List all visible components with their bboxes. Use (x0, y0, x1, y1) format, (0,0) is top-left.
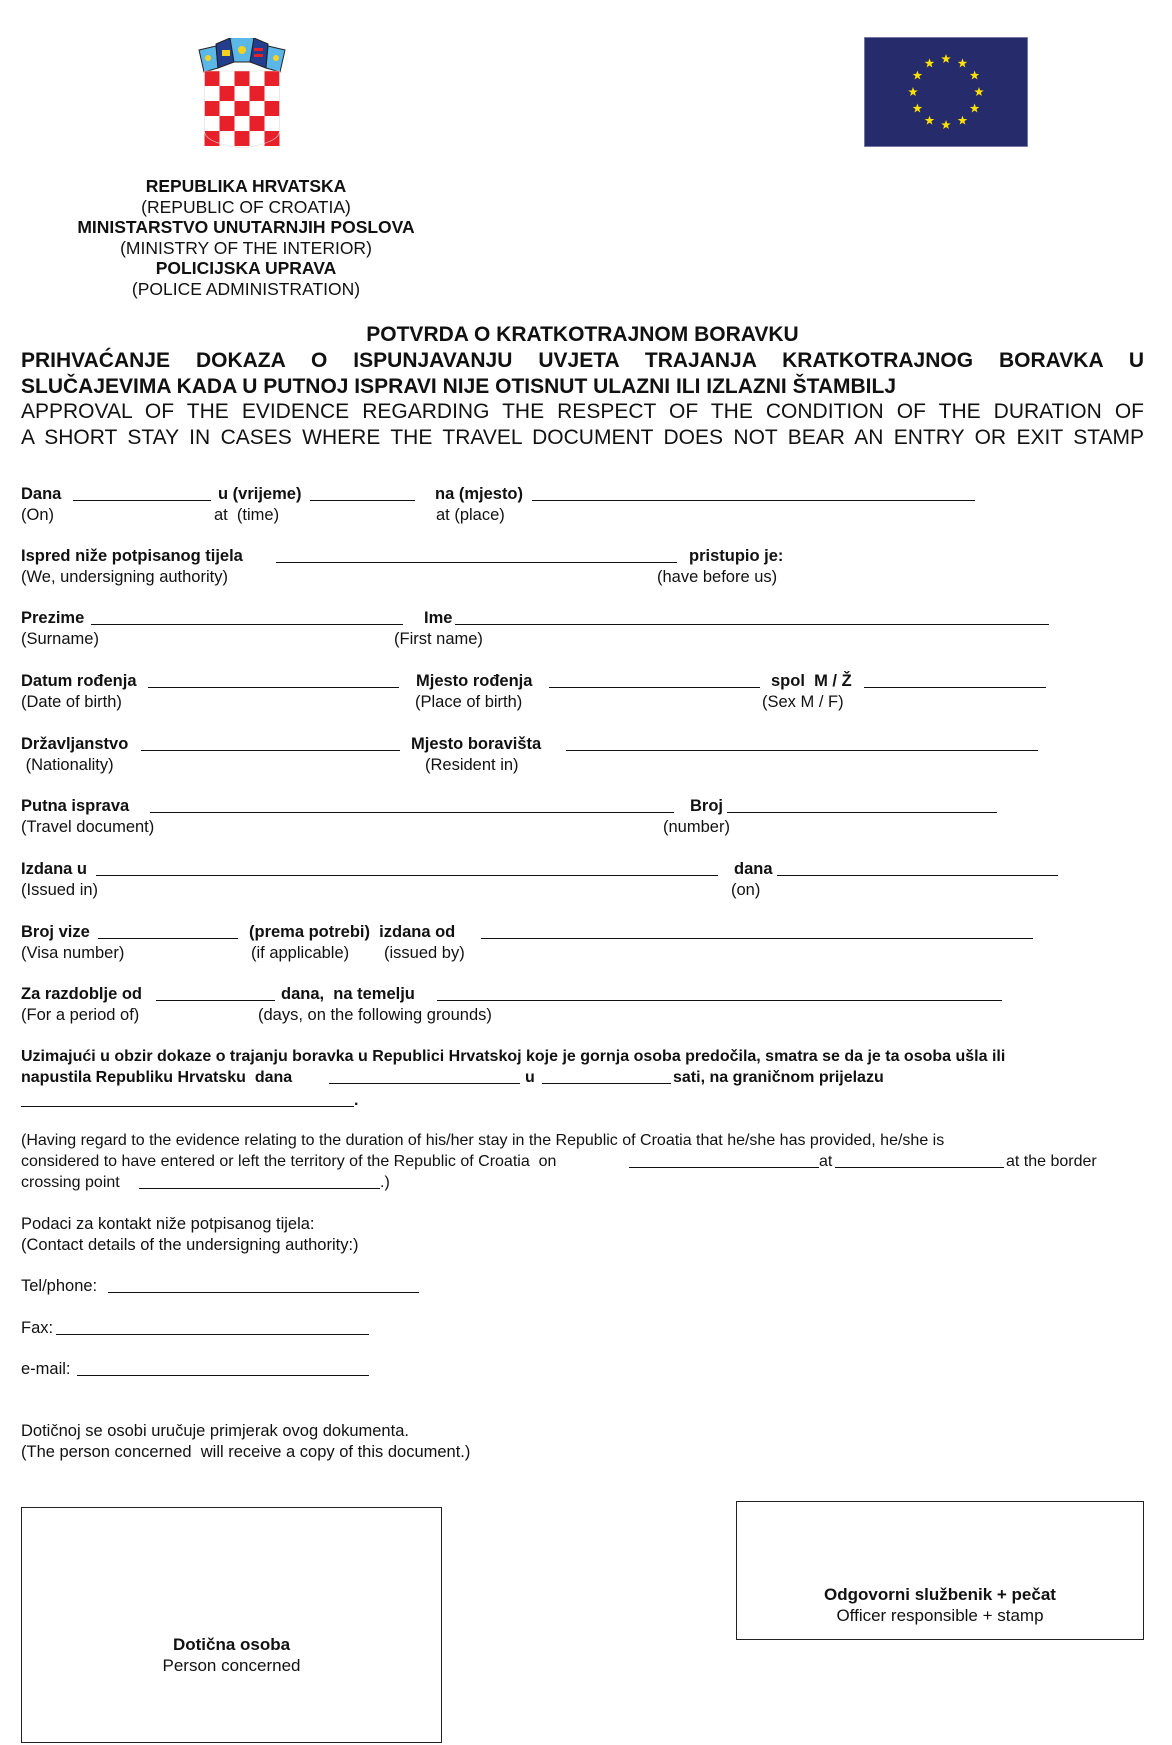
checker-square (205, 101, 220, 116)
issued-in-label: Izdana u (21, 860, 88, 878)
surname-field[interactable] (91, 624, 403, 625)
border-crossing-en-field[interactable] (139, 1188, 380, 1189)
nationality-sublabel: (Nationality) (21, 756, 114, 774)
officer-label-hr: Odgovorni službenik + pečat (824, 1585, 1056, 1604)
first-name-sublabel: (First name) (394, 630, 483, 648)
place-sublabel: at (place) (436, 506, 505, 524)
authority-sublabel: (We, undersigning authority) (21, 568, 228, 586)
nationality-field[interactable] (141, 750, 400, 751)
issued-in-sublabel: (Issued in) (21, 881, 99, 899)
nationality-label: Državljanstvo (21, 735, 129, 753)
birth-place-sublabel: (Place of birth) (415, 693, 523, 711)
checker-square (265, 86, 280, 101)
grounds-label: dana, na temelju (281, 985, 415, 1003)
statement-en-line3a: crossing point (21, 1174, 125, 1191)
fax-label: Fax: (21, 1319, 54, 1337)
checker-square (220, 101, 235, 116)
birth-date-label: Datum rođenja (21, 672, 137, 690)
checker-square (235, 86, 250, 101)
residence-field[interactable] (566, 750, 1038, 751)
officer-label-en: Officer responsible + stamp (836, 1606, 1044, 1625)
first-name-label: Ime (424, 609, 453, 627)
checker-square (265, 131, 280, 146)
header-line: (POLICE ADMINISTRATION) (131, 278, 361, 299)
visa-number-label: Broj vize (21, 923, 90, 941)
header-line: MINISTARSTVO UNUTARNJIH POSLOVA (77, 217, 415, 238)
visa-number-field[interactable] (98, 938, 238, 939)
checker-square (220, 116, 235, 131)
period-label: Za razdoblje od (21, 985, 143, 1003)
checker-square (220, 71, 235, 86)
statement-hr-line1: Uzimajući u obzir dokaze o trajanju boravka u Republici Hrvatskoj koje je gornja osoba predočila, smatra se da je ta osoba ušla ili (21, 1048, 1006, 1065)
checker-square (205, 71, 220, 86)
sex-label: spol M / Ž (771, 672, 852, 690)
contact-heading-en: (Contact details of the undersigning authority:) (21, 1236, 359, 1254)
appeared-label: pristupio je: (689, 547, 784, 565)
surname-label: Prezime (21, 609, 85, 627)
statement-en-line1: (Having regard to the evidence relating to the duration of his/her stay in the Republic of Croatia that he/she has provided, he/she is (21, 1132, 945, 1149)
fax-field[interactable] (56, 1334, 369, 1335)
checker-square (205, 116, 220, 131)
checker-square (235, 116, 250, 131)
checker-square (250, 101, 265, 116)
header-line: (REPUBLIC OF CROATIA) (141, 196, 351, 217)
statement-en-end: .) (380, 1174, 390, 1191)
issued-in-field[interactable] (96, 875, 718, 876)
contact-heading-hr: Podaci za kontakt niže potpisanog tijela: (21, 1215, 315, 1233)
residence-sublabel: (Resident in) (425, 756, 519, 774)
statement-hr-line2c: sati, na graničnom prijelazu (673, 1069, 884, 1086)
checker-square (265, 71, 280, 86)
email-field[interactable] (77, 1375, 369, 1376)
statement-en-line2b: at (819, 1153, 833, 1170)
visa-issued-by-label: (prema potrebi) izdana od (249, 923, 456, 941)
authority-label: Ispred niže potpisanog tijela (21, 547, 243, 565)
time-sublabel: at (time) (214, 506, 280, 524)
checker-square (205, 131, 220, 146)
person-concerned-label-hr: Dotična osoba (172, 1635, 291, 1654)
time-field[interactable] (310, 500, 415, 501)
checker-square (205, 86, 220, 101)
entry-time-field[interactable] (542, 1083, 671, 1084)
eu-flag-icon (864, 37, 1028, 147)
title-hr-line1: PRIHVAĆANJE DOKAZA O ISPUNJAVANJU UVJETA TRAJANJA KRATKOTRAJNOG BORAVKA U (21, 348, 1144, 372)
issued-by-sublabel: (issued by) (384, 944, 465, 962)
croatian-coat-of-arms-icon (196, 38, 288, 148)
person-concerned-signature-box[interactable] (21, 1507, 442, 1743)
issued-on-label: dana (734, 860, 773, 878)
header-line: POLICIJSKA UPRAVA (155, 258, 337, 279)
residence-label: Mjesto boravišta (411, 735, 542, 753)
header-line: (MINISTRY OF THE INTERIOR) (120, 237, 372, 258)
issuing-authority-header (60, 176, 432, 300)
travel-document-field[interactable] (150, 812, 674, 813)
phone-label: Tel/phone: (21, 1277, 98, 1295)
if-applicable-sublabel: (if applicable) (251, 944, 350, 962)
email-label: e-mail: (21, 1360, 71, 1378)
visa-issued-by-field[interactable] (481, 938, 1033, 939)
title-en-line1: APPROVAL OF THE EVIDENCE REGARDING THE RESPECT OF THE CONDITION OF THE DURATION OF (21, 400, 1144, 424)
checker-square (265, 116, 280, 131)
statement-hr-line2b: u (525, 1069, 535, 1086)
place-label: na (mjesto) (435, 485, 524, 503)
document-number-sublabel: (number) (663, 818, 730, 836)
entry-date-en-field[interactable] (629, 1167, 819, 1168)
birth-date-field[interactable] (148, 687, 399, 688)
checker-square (235, 101, 250, 116)
appeared-sublabel: (have before us) (657, 568, 778, 586)
entry-date-field[interactable] (329, 1083, 520, 1084)
checker-square (235, 71, 250, 86)
travel-document-label: Putna isprava (21, 797, 130, 815)
grounds-field[interactable] (437, 1000, 1002, 1001)
surname-sublabel: (Surname) (21, 630, 99, 648)
sex-sublabel: (Sex M / F) (762, 693, 844, 711)
checker-square (220, 86, 235, 101)
statement-en-line2a: considered to have entered or left the territory of the Republic of Croatia on (21, 1153, 557, 1170)
entry-time-en-field[interactable] (835, 1167, 1004, 1168)
grounds-sublabel: (days, on the following grounds) (258, 1006, 492, 1024)
statement-hr-line2a: napustila Republiku Hrvatsku dana (21, 1069, 293, 1086)
sex-field[interactable] (864, 687, 1046, 688)
checker-square (250, 116, 265, 131)
issued-on-sublabel: (on) (731, 881, 761, 899)
checker-square (250, 86, 265, 101)
date-sublabel: (On) (21, 506, 54, 524)
issued-on-field[interactable] (777, 875, 1058, 876)
birth-date-sublabel: (Date of birth) (21, 693, 122, 711)
date-field[interactable] (73, 500, 211, 501)
period-sublabel: (For a period of) (21, 1006, 140, 1024)
time-label: u (vrijeme) (218, 485, 302, 503)
birth-place-label: Mjesto rođenja (416, 672, 533, 690)
phone-field[interactable] (108, 1292, 419, 1293)
travel-document-sublabel: (Travel document) (21, 818, 155, 836)
visa-number-sublabel: (Visa number) (21, 944, 125, 962)
document-number-field[interactable] (727, 812, 997, 813)
first-name-field[interactable] (455, 624, 1049, 625)
copy-note-hr: Dotičnoj se osobi uručuje primjerak ovog dokumenta. (21, 1422, 409, 1440)
statement-hr-end: . (354, 1092, 359, 1109)
title-en-line2: A SHORT STAY IN CASES WHERE THE TRAVEL DOCUMENT DOES NOT BEAR AN ENTRY OR EXIT STAMP (21, 426, 1144, 450)
statement-en-line2c: at the border (1006, 1153, 1097, 1170)
period-field[interactable] (156, 1000, 275, 1001)
document-title (21, 322, 1144, 451)
checker-square (220, 131, 235, 146)
checker-square (235, 131, 250, 146)
title-main: POTVRDA O KRATKOTRAJNOM BORAVKU (366, 323, 799, 346)
date-label: Dana (21, 485, 62, 503)
title-hr-line2: SLUČAJEVIMA KADA U PUTNOJ ISPRAVI NIJE OTISNUT ULAZNI ILI IZLAZNI ŠTAMBILJ (21, 374, 897, 398)
header-line: REPUBLIKA HRVATSKA (145, 176, 347, 196)
document-number-label: Broj (690, 797, 723, 815)
checker-square (250, 131, 265, 146)
checker-square (265, 101, 280, 116)
copy-note-en: (The person concerned will receive a copy of this document.) (21, 1443, 471, 1461)
officer-stamp-box[interactable] (736, 1501, 1144, 1640)
person-concerned-label-en: Person concerned (162, 1656, 301, 1675)
birth-place-field[interactable] (549, 687, 760, 688)
place-field[interactable] (532, 500, 975, 501)
authority-field[interactable] (276, 562, 677, 563)
checker-square (250, 71, 265, 86)
border-crossing-field[interactable] (21, 1106, 354, 1107)
